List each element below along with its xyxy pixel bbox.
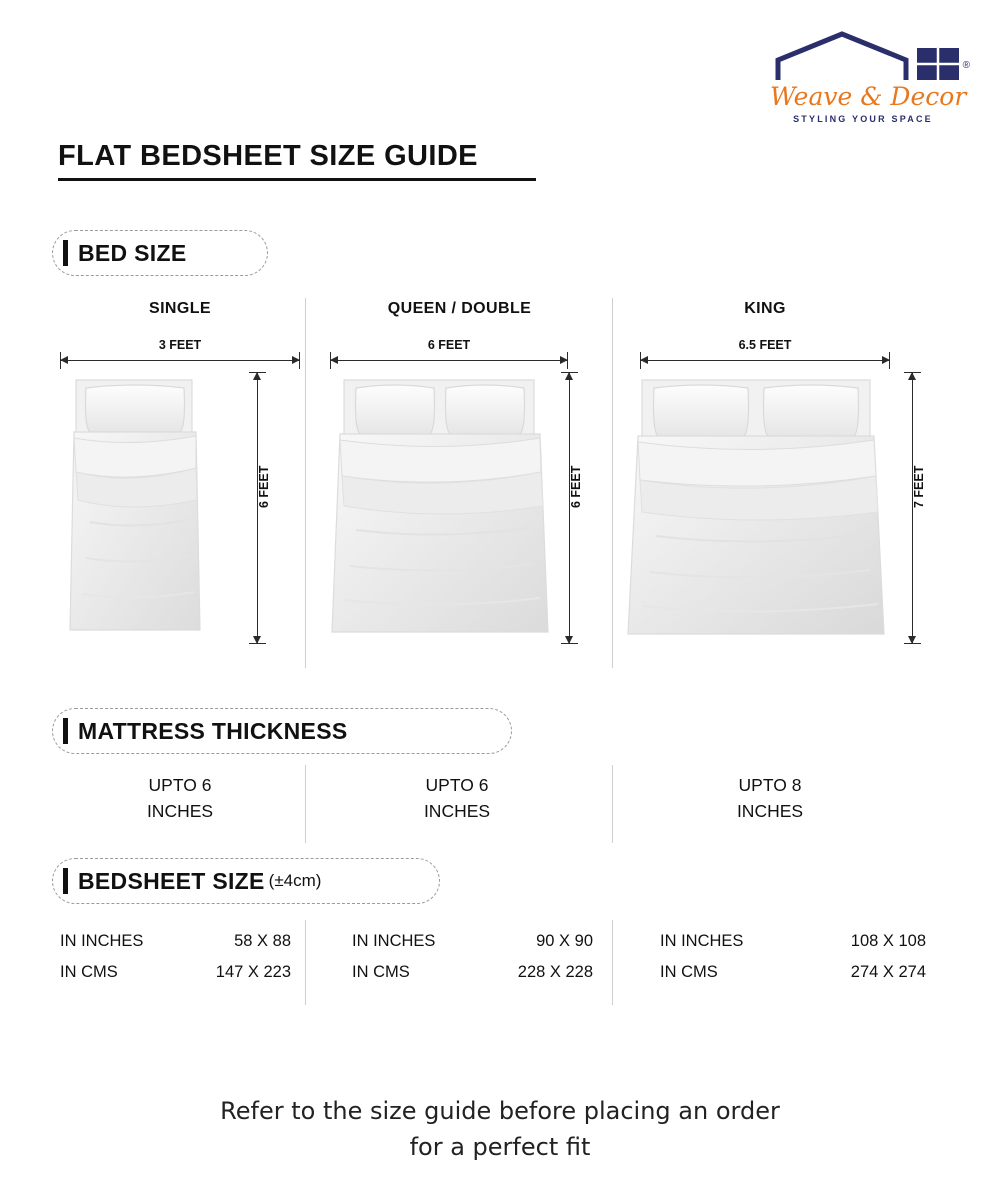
bed-column-king — [620, 300, 950, 652]
size-value: 108 X 108 — [850, 932, 926, 950]
width-dimension — [60, 340, 300, 366]
accent-bar — [63, 718, 68, 744]
mattress-line-1: UPTO 6 — [425, 775, 489, 795]
bed-size-name: QUEEN / DOUBLE — [387, 300, 532, 317]
unit-label: IN INCHES — [660, 932, 744, 950]
footer-line-1: Refer to the size guide before placing an order — [220, 1097, 780, 1125]
size-value: 147 X 223 — [215, 963, 291, 981]
bedsheet-size-single — [60, 932, 305, 994]
unit-label: IN INCHES — [352, 932, 436, 950]
registered-mark: ® — [962, 60, 970, 71]
brand-logo — [770, 24, 970, 124]
table-row — [60, 963, 305, 982]
brand-name: Weave & Decor — [770, 82, 967, 111]
table-row — [352, 963, 607, 982]
table-row — [60, 932, 305, 951]
unit-label: IN CMS — [60, 963, 118, 981]
bedsheet-size-king — [660, 932, 940, 994]
tolerance-label: (±4cm) — [268, 871, 322, 890]
mattress-thickness-king — [620, 772, 920, 824]
height-label: 6 FEET — [569, 465, 583, 508]
bed-size-name: SINGLE — [149, 300, 211, 317]
mattress-line-1: UPTO 8 — [738, 775, 802, 795]
bed-illustration-queen — [312, 372, 592, 652]
bed-illustration-king — [620, 372, 920, 652]
size-value: 228 X 228 — [517, 963, 593, 981]
column-divider — [305, 920, 306, 1005]
width-label: 6 FEET — [427, 338, 471, 352]
table-row — [660, 932, 940, 951]
mattress-line-1: UPTO 6 — [148, 775, 212, 795]
height-label: 7 FEET — [912, 465, 926, 508]
page-title: FLAT BEDSHEET SIZE GUIDE — [58, 140, 478, 172]
accent-bar — [63, 868, 68, 894]
size-value: 274 X 274 — [850, 963, 926, 981]
bedsheet-size-queen — [352, 932, 607, 994]
section-label: MATTRESS THICKNESS — [78, 717, 348, 744]
bed-column-single — [60, 300, 300, 652]
column-divider — [612, 920, 613, 1005]
brand-tagline: STYLING YOUR SPACE — [793, 114, 933, 124]
bed-illustration-single — [60, 372, 300, 652]
column-divider — [305, 298, 306, 668]
mattress-thickness-single — [60, 772, 300, 824]
bed-size-name: KING — [744, 300, 786, 317]
size-value: 58 X 88 — [234, 932, 291, 950]
mattress-line-2: INCHES — [423, 801, 491, 821]
section-header-mattress-thickness — [52, 708, 512, 754]
house-roof-icon — [770, 30, 970, 82]
unit-label: IN INCHES — [60, 932, 144, 950]
width-label: 3 FEET — [158, 338, 202, 352]
unit-label: IN CMS — [352, 963, 410, 981]
column-divider — [305, 765, 306, 843]
mattress-thickness-queen — [312, 772, 602, 824]
table-row — [352, 932, 607, 951]
width-label: 6.5 FEET — [738, 338, 792, 352]
accent-bar — [63, 240, 68, 266]
width-dimension — [330, 340, 568, 366]
footer-note — [0, 1093, 1000, 1165]
section-label: BED SIZE — [78, 239, 187, 266]
section-header-bed-size — [52, 230, 268, 276]
height-label: 6 FEET — [257, 465, 271, 508]
footer-line-2: for a perfect fit — [409, 1133, 591, 1161]
table-row — [660, 963, 940, 982]
width-dimension — [640, 340, 890, 366]
column-divider — [612, 298, 613, 668]
bed-column-queen — [312, 300, 607, 652]
mattress-line-2: INCHES — [736, 801, 804, 821]
section-label: BEDSHEET SIZE — [78, 867, 265, 894]
unit-label: IN CMS — [660, 963, 718, 981]
section-header-bedsheet-size — [52, 858, 440, 904]
size-value: 90 X 90 — [536, 932, 593, 950]
title-underline — [58, 178, 536, 181]
column-divider — [612, 765, 613, 843]
mattress-line-2: INCHES — [146, 801, 214, 821]
